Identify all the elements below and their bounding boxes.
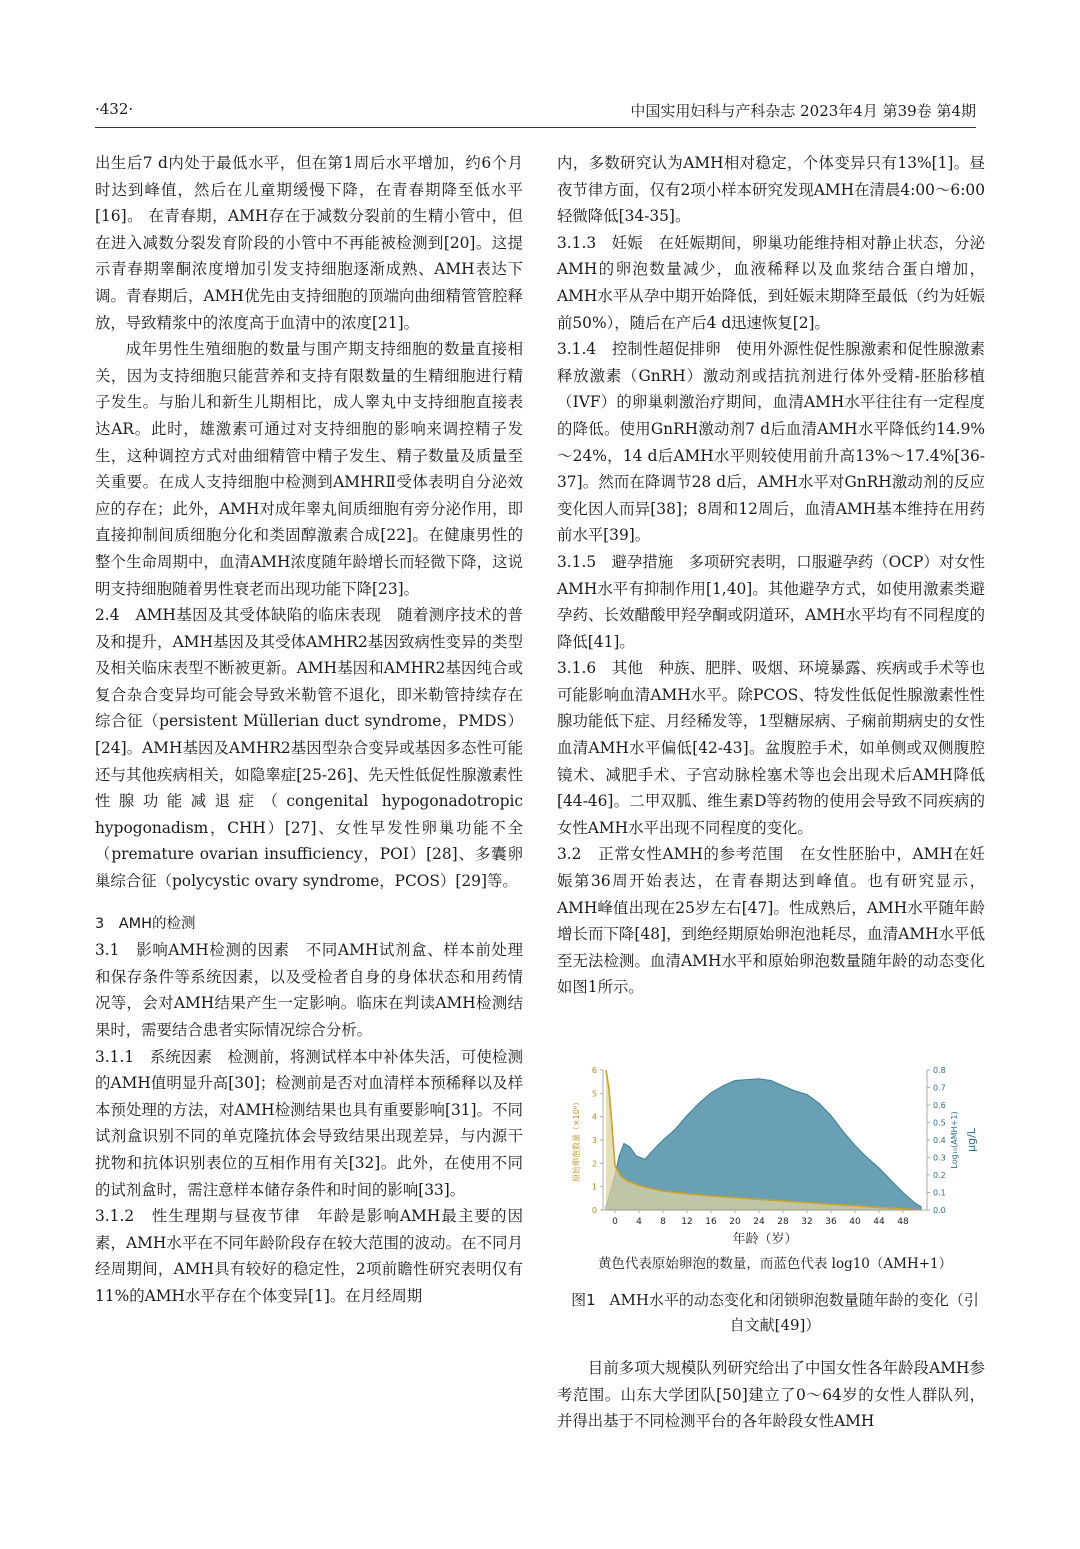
x-tick-label: 20	[729, 1217, 741, 1227]
left-tick-label: 6	[591, 1066, 597, 1075]
x-axis-label: 年龄（岁）	[732, 1232, 798, 1247]
right-column-continued	[557, 1355, 985, 1435]
left-tick-label: 1	[591, 1182, 597, 1192]
right-tick-label: 0.0	[933, 1206, 946, 1215]
right-tick-label: 0.2	[933, 1171, 946, 1180]
left-tick-label: 2	[591, 1159, 597, 1169]
x-tick-label: 8	[660, 1217, 666, 1227]
x-tick-label: 12	[681, 1217, 693, 1227]
amh-follicle-chart	[565, 1060, 985, 1250]
right-axis-label: Log₁₀(AMH+1)	[950, 1111, 959, 1169]
paragraph: 3.1.5 避孕措施 多项研究表明，口服避孕药（OCP）对女性AMH水平有抑制作用[1,40]。其他避孕方式，如使用激素类避孕药、长效醋酸甲羟孕酮或阴道环，AMH水平均有不同程度的降低[41]。	[557, 552, 985, 651]
section-heading: 3 AMH的检测	[95, 915, 196, 932]
right-tick-label: 0.4	[933, 1136, 946, 1145]
figure-caption-text: AMH水平的动态变化和闭锁卵泡数量随年龄的变化（引自文献[49]）	[609, 1291, 979, 1334]
paragraph: 3.1.2 性生理期与昼夜节律 年龄是影响AMH最主要的因素，AMH水平在不同年龄阶段存在较大范围的波动。在不同月经周期间，AMH具有较好的稳定性，2项前瞻性研究表明仅有11%的AMH水平存在个体变异[1]。在月经周期	[95, 1207, 523, 1305]
left-axis-label: 原始卵泡数量（×10⁶）	[572, 1097, 581, 1183]
figure-caption	[565, 1288, 985, 1338]
right-tick-label: 0.8	[933, 1066, 946, 1075]
paragraph: 出生后7 d内处于最低水平，但在第1周后水平增加，约6个月时达到峰值，然后在儿童期缓慢下降，在青春期降至低水平[16]。 在青春期，AMH存在于减数分裂前的生精小管中，但在进入减数分裂发育阶段的小管中不再能被检测到[20]。这提示青春期睾酮浓度增加引发支持细胞逐渐成熟、AMH表达下调。青春期后，AMH优先由支持细胞的顶端向曲细精管管腔释放，导致精浆中的浓度高于血清中的浓度[21]。	[95, 154, 523, 332]
right-axis-unit: μg/L	[965, 1128, 978, 1152]
x-tick-label: 16	[705, 1217, 717, 1227]
right-tick-label: 0.3	[933, 1153, 946, 1163]
left-tick-label: 5	[591, 1089, 597, 1099]
right-tick-label: 0.5	[933, 1118, 946, 1128]
x-tick-label: 36	[825, 1217, 837, 1227]
page-number: ·432·	[95, 100, 134, 118]
x-tick-label: 0	[612, 1217, 618, 1227]
figure-1	[565, 1060, 985, 1338]
paragraph: 目前多项大规模队列研究给出了中国女性各年龄段AMH参考范围。山东大学团队[50]建立了0～64岁的女性人群队列，并得出基于不同检测平台的各年龄段女性AMH	[557, 1359, 985, 1431]
paragraph: 内，多数研究认为AMH相对稳定，个体变异只有13%[1]。昼夜节律方面，仅有2项小样本研究发现AMH在清晨4:00～6:00轻微降低[34-35]。	[557, 154, 985, 226]
journal-title: 中国实用妇科与产科杂志 2023年4月 第39卷 第4期	[630, 102, 976, 120]
paragraph: 3.1.4 控制性超促排卵 使用外源性促性腺激素和促性腺激素释放激素（GnRH）激动剂或拮抗剂进行体外受精-胚胎移植（IVF）的卵巢刺激治疗期间，血清AMH水平往往有一定程度的降低。使用GnRH激动剂7 d后血清AMH水平降低约14.9%～24%，14 d后AMH水平则较使用前升高13%～17.4%[36-37]。然而在降调节28 d后，AMH水平对GnRH激动剂的反应变化因人而异[38]；8周和12周后，血清AMH基本维持在用药前水平[39]。	[557, 340, 985, 545]
x-tick-label: 28	[777, 1217, 789, 1227]
paragraph: 2.4 AMH基因及其受体缺陷的临床表现 随着测序技术的普及和提升，AMH基因及其受体AMHR2基因致病性变异的类型及相关临床表型不断被更新。AMH基因和AMHR2基因纯合或复合杂合变异均可能会导致米勒管不退化，即米勒管持续存在综合征（persistent Müllerian duct syndrome，PMDS）[24]。AMH基因及AMHR2基因型杂合变异或基因多态性可能还与其他疾病相关，如隐睾症[25-26]、先天性低促性腺激素性性腺功能减退症（congenital hypogonadotropic hypogonadism，CHH）[27]、女性早发性卵巢功能不全（premature ovarian insufficiency，POI）[28]、多囊卵巢综合征（polycystic ovary syndrome，PCOS）[29]等。	[95, 606, 523, 891]
left-tick-label: 0	[591, 1206, 597, 1215]
x-tick-label: 48	[897, 1217, 909, 1227]
header-rule	[95, 127, 976, 128]
right-tick-label: 0.1	[933, 1188, 946, 1198]
right-column	[557, 150, 985, 1001]
paragraph: 3.2 正常女性AMH的参考范围 在女性胚胎中，AMH在妊娠第36周开始表达，在青春期达到峰值。也有研究显示，AMH峰值出现在25岁左右[47]。性成熟后，AMH水平随年龄增长而下降[48]，到绝经期原始卵泡池耗尽，血清AMH水平低至无法检测。血清AMH水平和原始卵泡数量随年龄的动态变化如图1所示。	[557, 845, 985, 997]
paragraph: 3.1.3 妊娠 在妊娠期间，卵巢功能维持相对静止状态，分泌AMH的卵泡数量减少，血液稀释以及血浆结合蛋白增加，AMH水平从孕中期开始降低，到妊娠末期降至最低（约为妊娠前50%），随后在产后4 d迅速恢复[2]。	[557, 233, 985, 332]
x-tick-label: 4	[636, 1217, 642, 1227]
right-tick-label: 0.6	[933, 1101, 946, 1110]
paragraph: 3.1.1 系统因素 检测前，将测试样本中补体失活，可使检测的AMH值明显升高[30]；检测前是否对血清样本预稀释以及样本预处理的方法，对AMH检测结果也具有重要影响[31]。不同试剂盒识别不同的单克隆抗体会导致结果出现差异，与内源干扰物和抗体识别表位的互相作用有关[32]。此外，在使用不同的试剂盒时，需注意样本储存条件和时间的影响[33]。	[95, 1047, 523, 1199]
left-tick-label: 3	[591, 1136, 597, 1145]
x-tick-label: 24	[753, 1217, 765, 1227]
figure-label: 图1	[571, 1291, 596, 1309]
x-tick-label: 32	[801, 1217, 813, 1227]
paragraph: 3.1.6 其他 种族、肥胖、吸烟、环境暴露、疾病或手术等也可能影响血清AMH水平。除PCOS、特发性低促性腺激素性性腺功能低下症、月经稀发等，1型糖尿病、子痫前期病史的女性血清AMH水平偏低[42-43]。盆腹腔手术，如单侧或双侧腹腔镜术、减肥手术、子宫动脉栓塞术等也会出现术后AMH降低[44-46]。二甲双胍、维生素D等药物的使用会导致不同疾病的女性AMH水平出现不同程度的变化。	[557, 659, 985, 837]
left-tick-label: 4	[591, 1112, 597, 1122]
left-column	[95, 150, 523, 1310]
x-tick-label: 40	[849, 1217, 861, 1227]
x-tick-label: 44	[873, 1217, 885, 1227]
paragraph: 3.1 影响AMH检测的因素 不同AMH试剂盒、样本前处理和保存条件等系统因素，以及受检者自身的身体状态和用药情况等，会对AMH结果产生一定影响。临床在判读AMH检测结果时，需要结合患者实际情况综合分析。	[95, 941, 523, 1039]
right-tick-label: 0.7	[933, 1083, 946, 1093]
figure-note: 黄色代表原始卵泡的数量，而蓝色代表 log10（AMH+1）	[597, 1256, 953, 1272]
paragraph: 成年男性生殖细胞的数量与围产期支持细胞的数量直接相关，因为支持细胞只能营养和支持有限数量的生精细胞进行精子发生。与胎儿和新生儿期相比，成人睾丸中支持细胞直接表达AR。此时，雄激素可通过对支持细胞的影响来调控精子发生，这种调控方式对曲细精管中精子发生、精子数量及质量至关重要。在成人支持细胞中检测到AMHRⅡ受体表明自分泌效应的存在；此外，AMH对成年睾丸间质细胞有旁分泌作用，即直接抑制间质细胞分化和类固醇激素合成[22]。在健康男性的整个生命周期中，血清AMH浓度随年龄增长而轻微下降，这说明支持细胞随着男性衰老而出现功能下降[23]。	[95, 340, 523, 598]
